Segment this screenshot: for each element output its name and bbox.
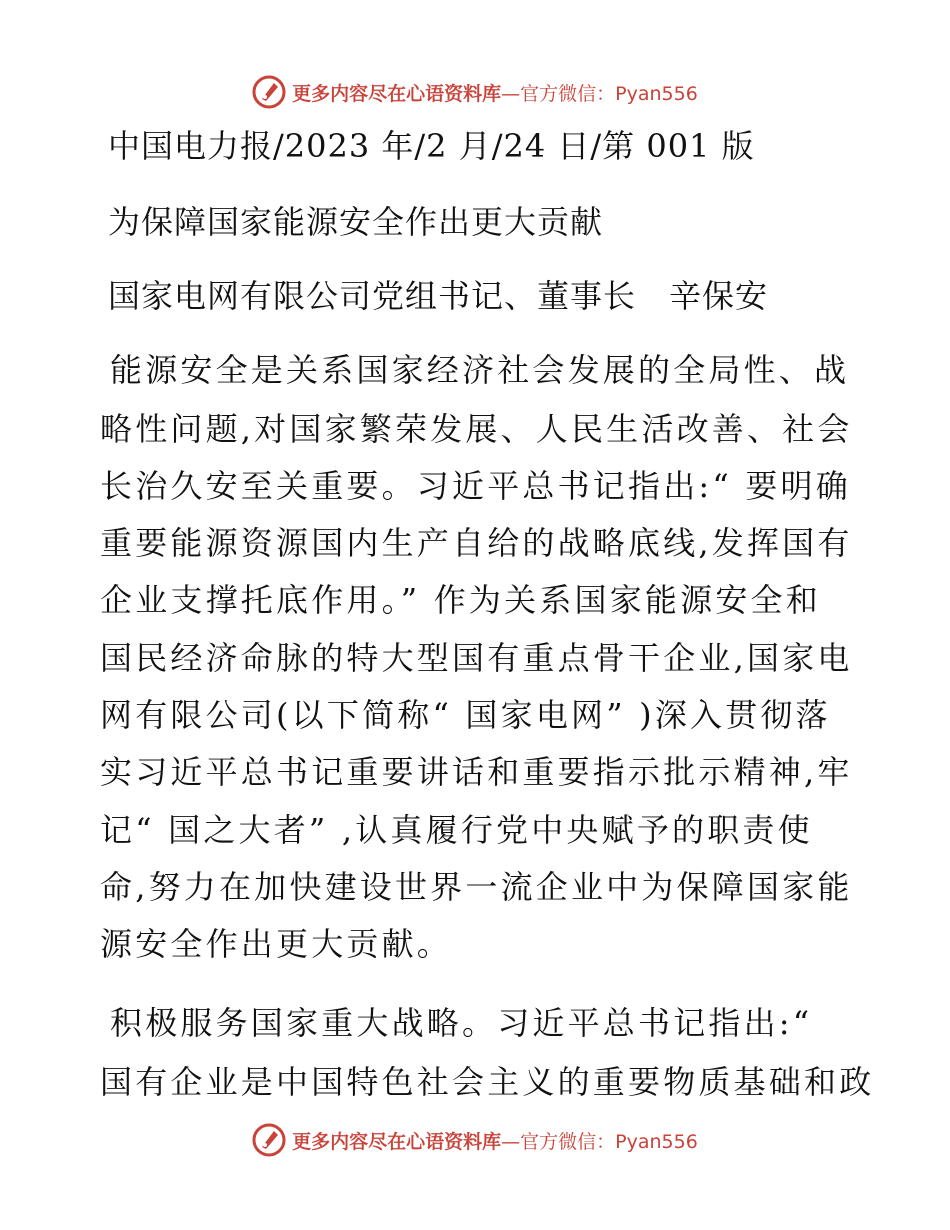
paragraph-line: 源安全作出更大贡献。 [100, 925, 453, 963]
watermark-banner-bottom [0, 1120, 950, 1160]
paragraph-line: 重要能源资源国内生产自给的战略底线,发挥国有 [100, 524, 853, 562]
pen-nib-logo-icon [252, 1123, 286, 1157]
headline: 为保障国家能源安全作出更大贡献 [108, 203, 604, 241]
paragraph-line: 积极服务国家重大战略。习近平总书记指出:“ [110, 1004, 813, 1042]
watermark-main-text: 更多内容尽在心语资料库 [292, 82, 502, 105]
paragraph-line: 实习近平总书记重要讲话和重要指示批示精神,牢 [100, 753, 853, 791]
pen-nib-logo-icon [252, 75, 286, 109]
paragraph-line: 能源安全是关系国家经济社会发展的全局性、战 [110, 351, 850, 389]
watermark-main-text: 更多内容尽在心语资料库 [292, 1130, 502, 1153]
byline: 国家电网有限公司党组书记、董事长 辛保安 [108, 277, 769, 315]
paragraph-line: 国有企业是中国特色社会主义的重要物质基础和政 [100, 1063, 875, 1101]
paragraph-line: 记“ 国之大者” ,认真履行党中央赋予的职责使 [100, 811, 813, 849]
paragraph-line: 略性问题,对国家繁荣发展、人民生活改善、社会 [100, 410, 853, 448]
paragraph-line: 国民经济命脉的特大型国有重点骨干企业,国家电 [100, 639, 853, 677]
paragraph-line: 网有限公司(以下简称“ 国家电网” )深入贯彻落 [100, 696, 831, 734]
watermark-sub-text: —官方微信：Pyan556 [501, 82, 698, 105]
watermark-banner-top [0, 72, 950, 112]
paragraph-line: 长治久安至关重要。习近平总书记指出:“ 要明确 [100, 467, 851, 505]
watermark-sub-text: —官方微信：Pyan556 [501, 1130, 698, 1153]
source-line: 中国电力报/2023 年/2 月/24 日/第 001 版 [108, 127, 755, 165]
paragraph-line: 企业支撑托底作用。” 作为关系国家能源安全和 [100, 581, 821, 619]
paragraph-line: 命,努力在加快建设世界一流企业中为保障国家能 [100, 868, 853, 906]
